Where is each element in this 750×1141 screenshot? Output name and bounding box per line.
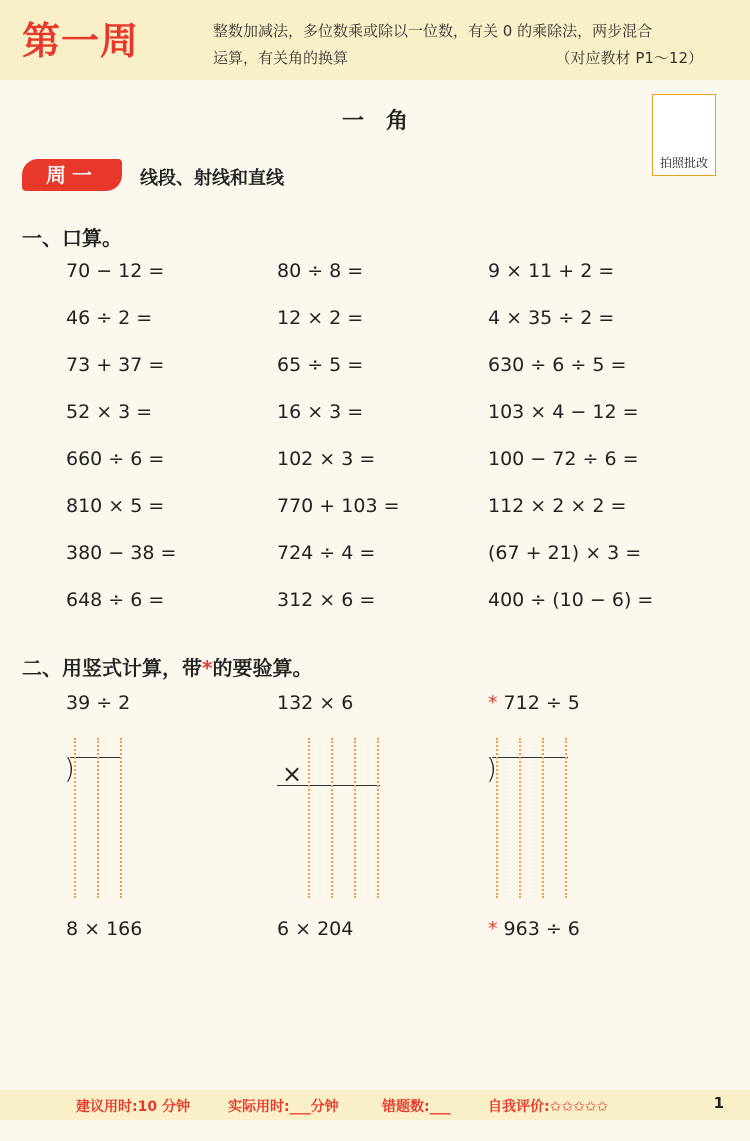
mental-calc-problem: 65 ÷ 5 = xyxy=(277,354,364,376)
actual-time: 实际用时:___分钟 xyxy=(228,1099,339,1115)
question-2-title xyxy=(22,652,312,681)
mental-calc-problem: 648 ÷ 6 = xyxy=(66,589,165,611)
mental-calc-problem: 312 × 6 = xyxy=(277,589,376,611)
mental-calc-problem: 660 ÷ 6 = xyxy=(66,448,165,470)
vertical-calc-problem xyxy=(488,918,580,940)
mental-calc-problem: 724 ÷ 4 = xyxy=(277,542,376,564)
week-header xyxy=(0,0,750,80)
mental-calc-problem: 52 × 3 = xyxy=(66,401,153,423)
vertical-calc-problem: 132 × 6 xyxy=(277,692,354,714)
day-topic: 线段、射线和直线 xyxy=(140,168,284,189)
error-count: 错题数:___ xyxy=(382,1099,451,1115)
mental-calc-problem: 810 × 5 = xyxy=(66,495,165,517)
mental-calc-problem: 103 × 4 − 12 = xyxy=(488,401,639,423)
vertical-calc-problem: 39 ÷ 2 xyxy=(66,692,131,714)
star-icon: * xyxy=(488,692,498,714)
problem-text: 963 ÷ 6 xyxy=(503,918,580,940)
suggested-time: 建议用时:10 分钟 xyxy=(76,1099,190,1115)
mental-calc-problem: 9 × 11 + 2 = xyxy=(488,260,615,282)
guide-line xyxy=(377,738,379,898)
guide-line xyxy=(331,738,333,898)
question-2-title-suffix: 的要验算。 xyxy=(212,656,313,680)
mental-calc-problem: 400 ÷ (10 − 6) = xyxy=(488,589,654,611)
mental-calc-problem: 80 ÷ 8 = xyxy=(277,260,364,282)
guide-line xyxy=(354,738,356,898)
mental-calc-problem: 630 ÷ 6 ÷ 5 = xyxy=(488,354,627,376)
vertical-calc-problem: 6 × 204 xyxy=(277,918,354,940)
description-line-1: 整数加减法，多位数乘或除以一位数，有关 0 的乘除法，两步混合 xyxy=(213,22,653,40)
mental-calc-problem: 46 ÷ 2 = xyxy=(66,307,153,329)
guide-line xyxy=(519,738,521,898)
guide-line xyxy=(542,738,544,898)
mental-calc-problem: 12 × 2 = xyxy=(277,307,364,329)
mental-calc-problem: 100 − 72 ÷ 6 = xyxy=(488,448,639,470)
vertical-calc-problem xyxy=(488,692,580,714)
question-2-title-prefix: 二、用竖式计算，带 xyxy=(22,656,202,680)
mental-calc-problem: 4 × 35 ÷ 2 = xyxy=(488,307,615,329)
division-bracket: ) xyxy=(486,752,497,785)
vertical-calc-problem: 8 × 166 xyxy=(66,918,143,940)
section-title: 一 角 xyxy=(341,109,408,134)
division-line xyxy=(70,757,120,758)
star-icon: * xyxy=(488,918,498,940)
guide-line xyxy=(496,738,498,898)
division-bracket: ) xyxy=(64,752,75,785)
mental-calc-problem: 16 × 3 = xyxy=(277,401,364,423)
day-badge: 周一 xyxy=(22,159,122,191)
star-icon: * xyxy=(202,656,213,680)
mental-calc-problem: 770 + 103 = xyxy=(277,495,400,517)
mental-calc-problem: 380 − 38 = xyxy=(66,542,177,564)
mental-calc-problem: 112 × 2 × 2 = xyxy=(488,495,627,517)
self-evaluation xyxy=(488,1096,608,1116)
guide-line xyxy=(74,738,76,898)
problem-text: 712 ÷ 5 xyxy=(503,692,580,714)
mental-calc-problem: 73 + 37 = xyxy=(66,354,165,376)
footer-bar xyxy=(0,1090,750,1120)
times-sign: × xyxy=(282,760,303,788)
description-line-2: 运算，有关角的换算 xyxy=(213,49,349,67)
self-evaluation-label: 自我评价: xyxy=(488,1099,550,1115)
division-line xyxy=(492,757,568,758)
photo-grading-label: 拍照批改 xyxy=(659,156,708,170)
mental-calc-problem: 70 − 12 = xyxy=(66,260,165,282)
guide-line xyxy=(565,738,567,898)
product-line xyxy=(277,785,380,786)
rating-stars-icon[interactable]: ✩✩✩✩✩ xyxy=(549,1099,609,1115)
mental-calc-problem: (67 + 21) × 3 = xyxy=(488,542,642,564)
page-number: 1 xyxy=(713,1094,724,1112)
week-title: 第一周 xyxy=(22,19,140,63)
mental-calc-problem: 102 × 3 = xyxy=(277,448,376,470)
guide-line xyxy=(97,738,99,898)
week-description xyxy=(213,18,713,72)
guide-line xyxy=(120,738,122,898)
textbook-reference: （对应教材 P1～12） xyxy=(555,49,703,67)
question-1-title: 一、口算。 xyxy=(22,226,122,250)
guide-line xyxy=(308,738,310,898)
